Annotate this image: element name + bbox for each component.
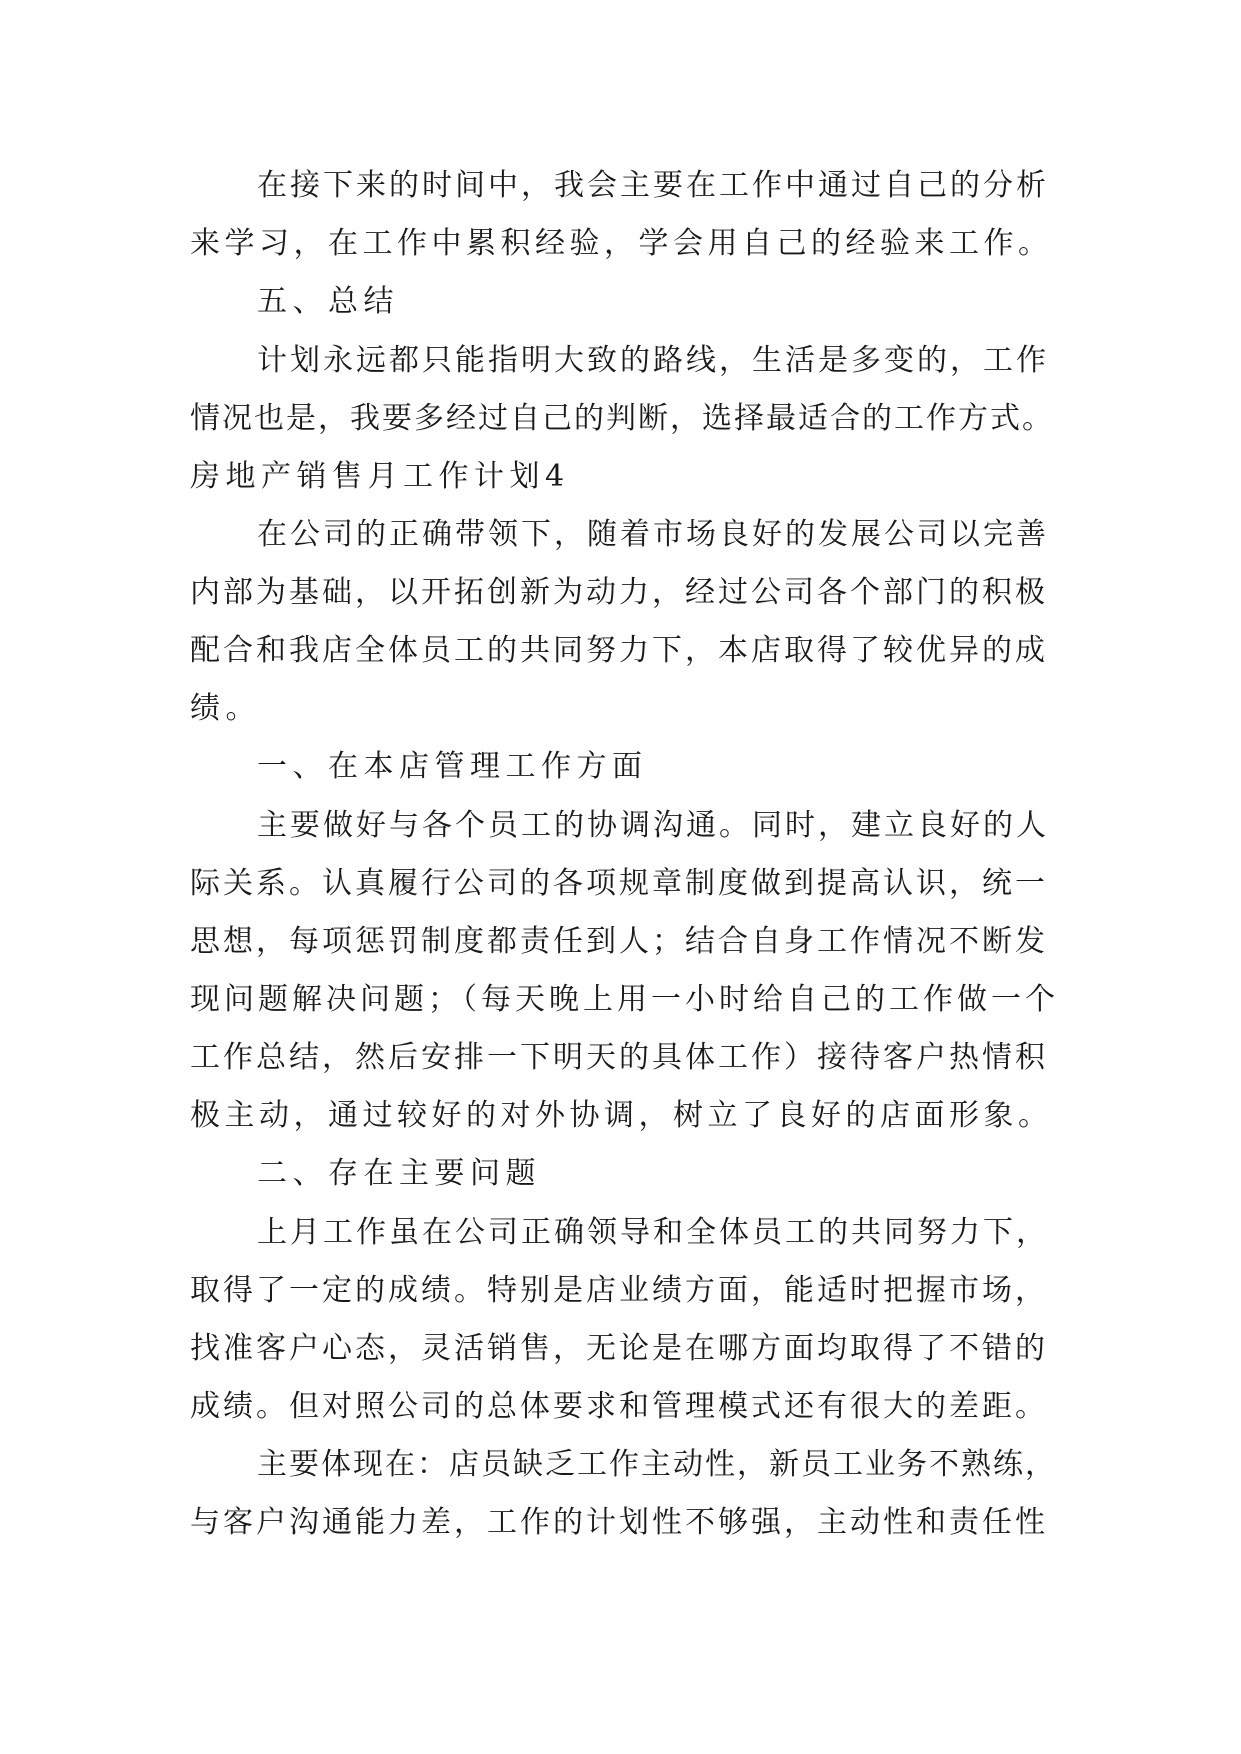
document-title: 房地产销售月工作计划4 bbox=[190, 459, 570, 494]
paragraph-line: 与客户沟通能力差，工作的计划性不够强，主动性和责任性 bbox=[190, 1505, 1048, 1540]
section-heading: 二、存在主要问题 bbox=[257, 1156, 541, 1191]
paragraph-line: 在公司的正确带领下，随着市场良好的发展公司以完善 bbox=[257, 517, 1049, 552]
section-heading: 一、在本店管理工作方面 bbox=[257, 749, 648, 784]
paragraph-line: 现问题解决问题；（每天晚上用一小时给自己的工作做一个 bbox=[190, 982, 1059, 1017]
paragraph-line: 内部为基础，以开拓创新为动力，经过公司各个部门的积极 bbox=[190, 575, 1048, 610]
paragraph-line: 配合和我店全体员工的共同努力下，本店取得了较优异的成 bbox=[190, 633, 1048, 668]
section-heading: 五、总结 bbox=[257, 284, 399, 319]
paragraph-line: 上月工作虽在公司正确领导和全体员工的共同努力下， bbox=[257, 1215, 1049, 1250]
paragraph-line: 工作总结，然后安排一下明天的具体工作）接待客户热情积 bbox=[190, 1040, 1048, 1075]
paragraph-line: 思想，每项惩罚制度都责任到人；结合自身工作情况不断发 bbox=[190, 924, 1048, 959]
paragraph-line: 绩。 bbox=[190, 691, 261, 726]
paragraph-line: 情况也是，我要多经过自己的判断，选择最适合的工作方式。 bbox=[190, 401, 1054, 436]
paragraph-line: 主要做好与各个员工的协调沟通。同时，建立良好的人 bbox=[257, 808, 1049, 843]
paragraph-line: 主要体现在：店员缺乏工作主动性，新员工业务不熟练， bbox=[257, 1447, 1057, 1482]
paragraph-line: 际关系。认真履行公司的各项规章制度做到提高认识，统一 bbox=[190, 866, 1048, 901]
paragraph-line: 找准客户心态，灵活销售，无论是在哪方面均取得了不错的 bbox=[190, 1331, 1048, 1366]
paragraph-line: 极主动，通过较好的对外协调，树立了良好的店面形象。 bbox=[190, 1098, 1053, 1133]
paragraph-line: 计划永远都只能指明大致的路线，生活是多变的，工作 bbox=[257, 343, 1049, 378]
paragraph-line: 在接下来的时间中，我会主要在工作中通过自己的分析 bbox=[257, 168, 1049, 203]
paragraph-line: 取得了一定的成绩。特别是店业绩方面，能适时把握市场， bbox=[190, 1273, 1048, 1308]
paragraph-line: 成绩。但对照公司的总体要求和管理模式还有很大的差距。 bbox=[190, 1389, 1048, 1424]
paragraph-line: 来学习，在工作中累积经验，学会用自己的经验来工作。 bbox=[190, 226, 1053, 261]
